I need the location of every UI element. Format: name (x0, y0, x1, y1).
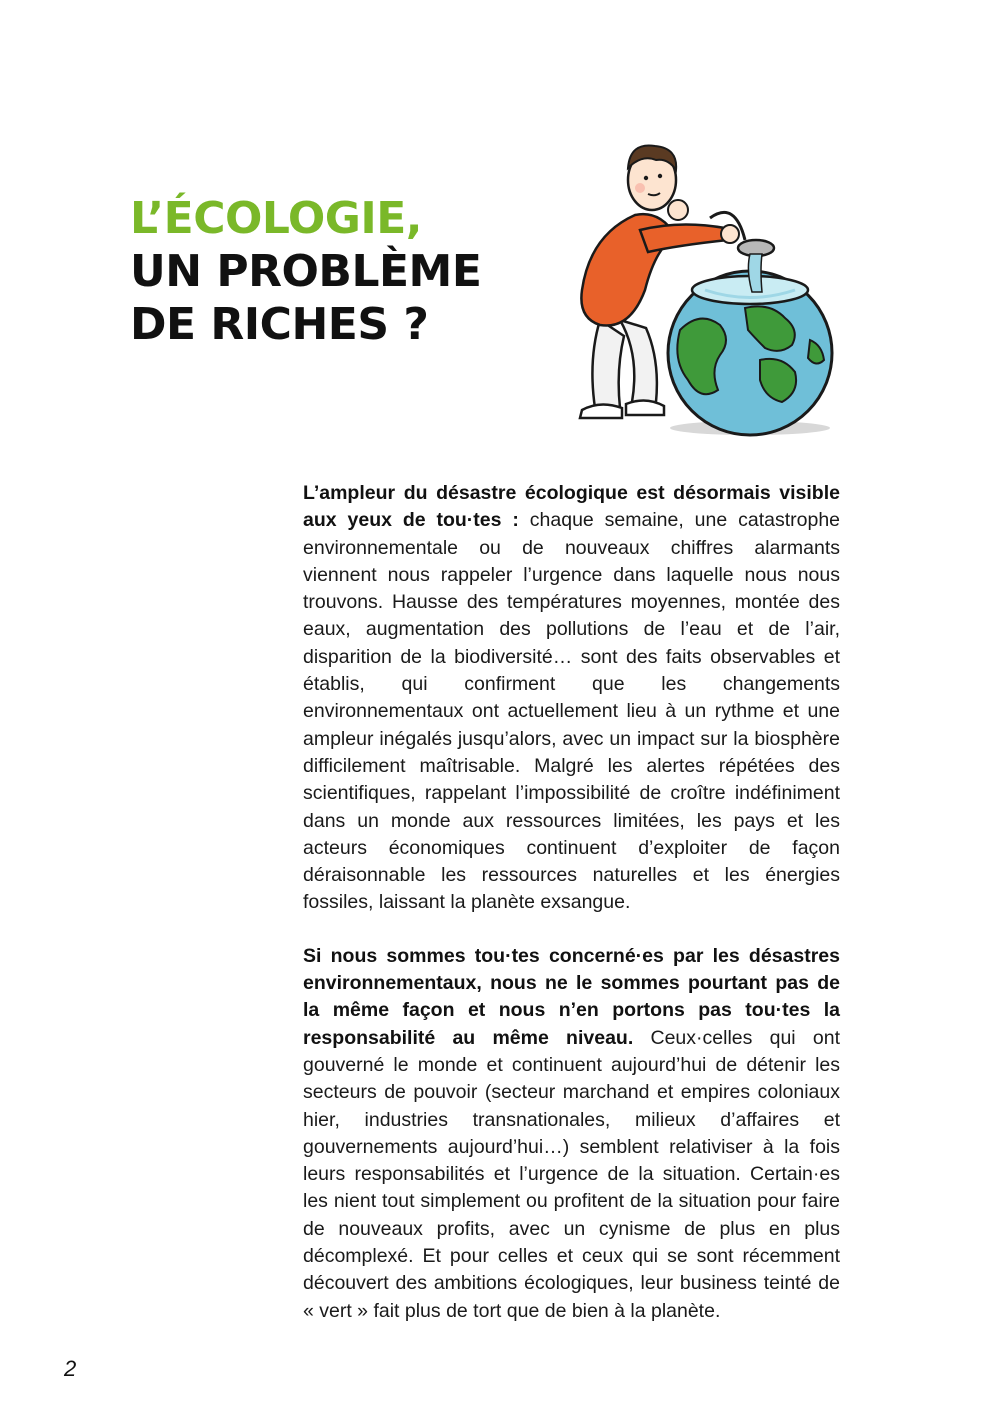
paragraph-1-lead: L’ampleur du désastre écologique est désormais visible aux yeux de tou·tes : (303, 482, 840, 532)
title-line-2: UN PROBLÈME (130, 246, 482, 297)
paragraph-2-text: Ceux·celles qui ont gouverné le monde et continuent aujourd’hui de détenir les secteurs de pouvoir (secteur marchand et empires coloniaux hier, industries transnationales, milieux d’affaires et gouvernements aujourd’hui…) semblent relativiser à la fois leurs responsabilités et l’urgence de la situation. Certain·es les nient tout simplement ou profitent de la situation pour faire de nouveaux profits, avec un cynisme de plus en plus décomplexé. Et pour celles et ceux qui se sont récemment découvert des ambitions écologiques, leur business teinté de « vert » fait plus de tort que de bien à la planète. (303, 1026, 840, 1322)
title-line-3: DE RICHES ? (130, 299, 429, 350)
page-title (130, 192, 481, 351)
person-pouring-water-on-globe-illustration (560, 140, 840, 440)
paragraph-2 (303, 943, 840, 1325)
paragraph-2-lead: Si nous sommes tou·tes concerné·es par les désastres environnementaux, nous ne le sommes pourtant pas de la même façon et nous n’en portons pas tou·tes la responsabilité au même niveau. (303, 944, 840, 1049)
body-text (303, 480, 840, 1351)
paragraph-1-text: chaque semaine, une catastrophe environnementale ou de nouveaux chiffres alarmants viennent nous rappeler l’urgence dans laquelle nous nous trouvons. Hausse des températures moyennes, montée des eaux, augmentation des pollutions de l’eau et de l’air, disparition de la biodiversité… sont des faits observables et établis, qui confirment que les changements environnementaux ont actuellement lieu à un rythme et une ampleur inégalés jusqu’alors, avec un impact sur la biosphère difficilement maîtrisable. Malgré les alertes répétées des scientifiques, rappelant l’impossibilité de croître indéfiniment dans un monde aux ressources limitées, les pays et les acteurs économiques continuent d’exploiter de façon déraisonnable les ressources naturelles et les énergies fossiles, laissant la planète exsangue. (303, 509, 841, 914)
paragraph-1 (303, 480, 840, 917)
page-number: 2 (64, 1356, 77, 1381)
title-line-1: L’ÉCOLOGIE, (130, 193, 423, 244)
